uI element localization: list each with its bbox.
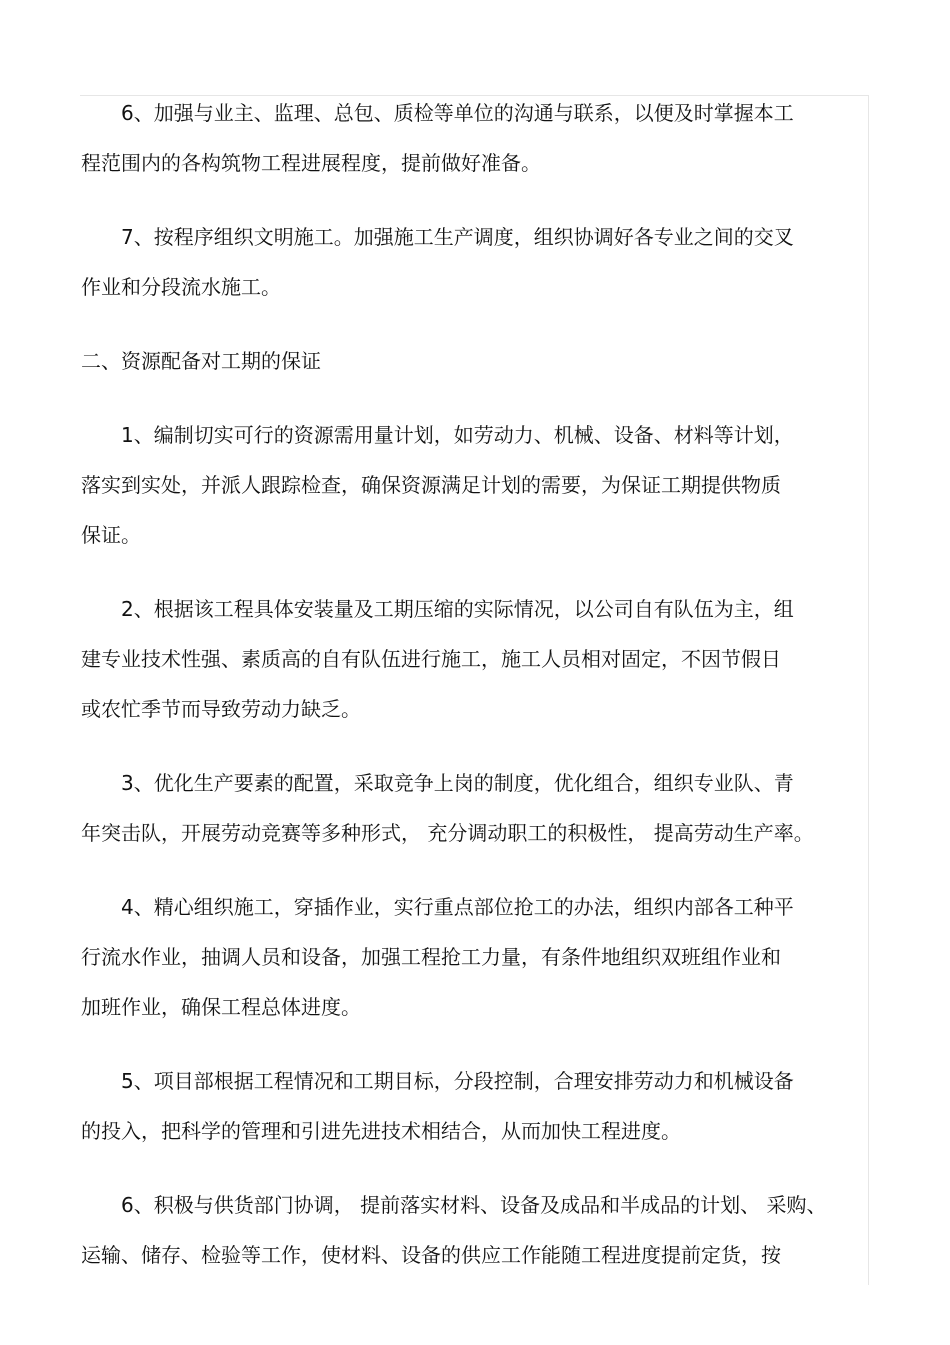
paragraph-line: 落实到实处，并派人跟踪检查，确保资源满足计划的需要，为保证工期提供物质: [81, 473, 781, 497]
paragraph-line: 行流水作业，抽调人员和设备，加强工程抢工力量，有条件地组织双班组作业和: [81, 945, 781, 969]
paragraph-line: 年突击队，开展劳动竞赛等多种形式， 充分调动职工的积极性， 提高劳动生产率。: [81, 821, 814, 845]
paragraph-6-communication: [81, 100, 861, 176]
paragraph-line: 或农忙季节而导致劳动力缺乏。: [81, 697, 361, 721]
paragraph-line: 作业和分段流水施工。: [81, 275, 281, 299]
paragraph-line: 运输、储存、检验等工作，使材料、设备的供应工作能随工程进度提前定货，按: [81, 1243, 781, 1267]
paragraph-7-civilized-construction: [81, 224, 861, 300]
paragraph-line: 7、按程序组织文明施工。加强施工生产调度，组织协调好各专业之间的交叉: [121, 225, 794, 249]
paragraph-line: 5、项目部根据工程情况和工期目标，分段控制，合理安排劳动力和机械设备: [121, 1069, 794, 1093]
paragraph-3-optimize-factors: [81, 770, 861, 846]
paragraph-line: 加班作业，确保工程总体进度。: [81, 995, 361, 1019]
paragraph-2-own-teams: [81, 596, 861, 722]
document-body: [81, 100, 861, 1316]
page-border-top: [80, 95, 869, 96]
paragraph-4-careful-organization: [81, 894, 861, 1020]
paragraph-line: 3、优化生产要素的配置，采取竞争上岗的制度，优化组合，组织专业队、青: [121, 771, 794, 795]
paragraph-line: 4、精心组织施工，穿插作业，实行重点部位抢工的办法，组织内部各工种平: [121, 895, 794, 919]
paragraph-line: 保证。: [81, 523, 141, 547]
paragraph-line: 的投入，把科学的管理和引进先进技术相结合，从而加快工程进度。: [81, 1119, 681, 1143]
paragraph-line: 1、编制切实可行的资源需用量计划，如劳动力、机械、设备、材料等计划，: [121, 423, 794, 447]
page-border-right: [868, 95, 869, 1285]
paragraph-line: 6、加强与业主、监理、总包、质检等单位的沟通与联系，以便及时掌握本工: [121, 101, 794, 125]
paragraph-line: 2、根据该工程具体安装量及工期压缩的实际情况，以公司自有队伍为主，组: [121, 597, 794, 621]
paragraph-5-segmented-control: [81, 1068, 861, 1144]
section-heading: 二、资源配备对工期的保证: [81, 349, 321, 373]
paragraph-line: 建专业技术性强、素质高的自有队伍进行施工，施工人员相对固定，不因节假日: [81, 647, 781, 671]
paragraph-line: 6、积极与供货部门协调， 提前落实材料、设备及成品和半成品的计划、 采购、: [121, 1193, 827, 1217]
paragraph-6-supply-coordination: [81, 1192, 861, 1268]
paragraph-line: 程范围内的各构筑物工程进展程度，提前做好准备。: [81, 151, 541, 175]
paragraph-1-resource-plan: [81, 422, 861, 548]
